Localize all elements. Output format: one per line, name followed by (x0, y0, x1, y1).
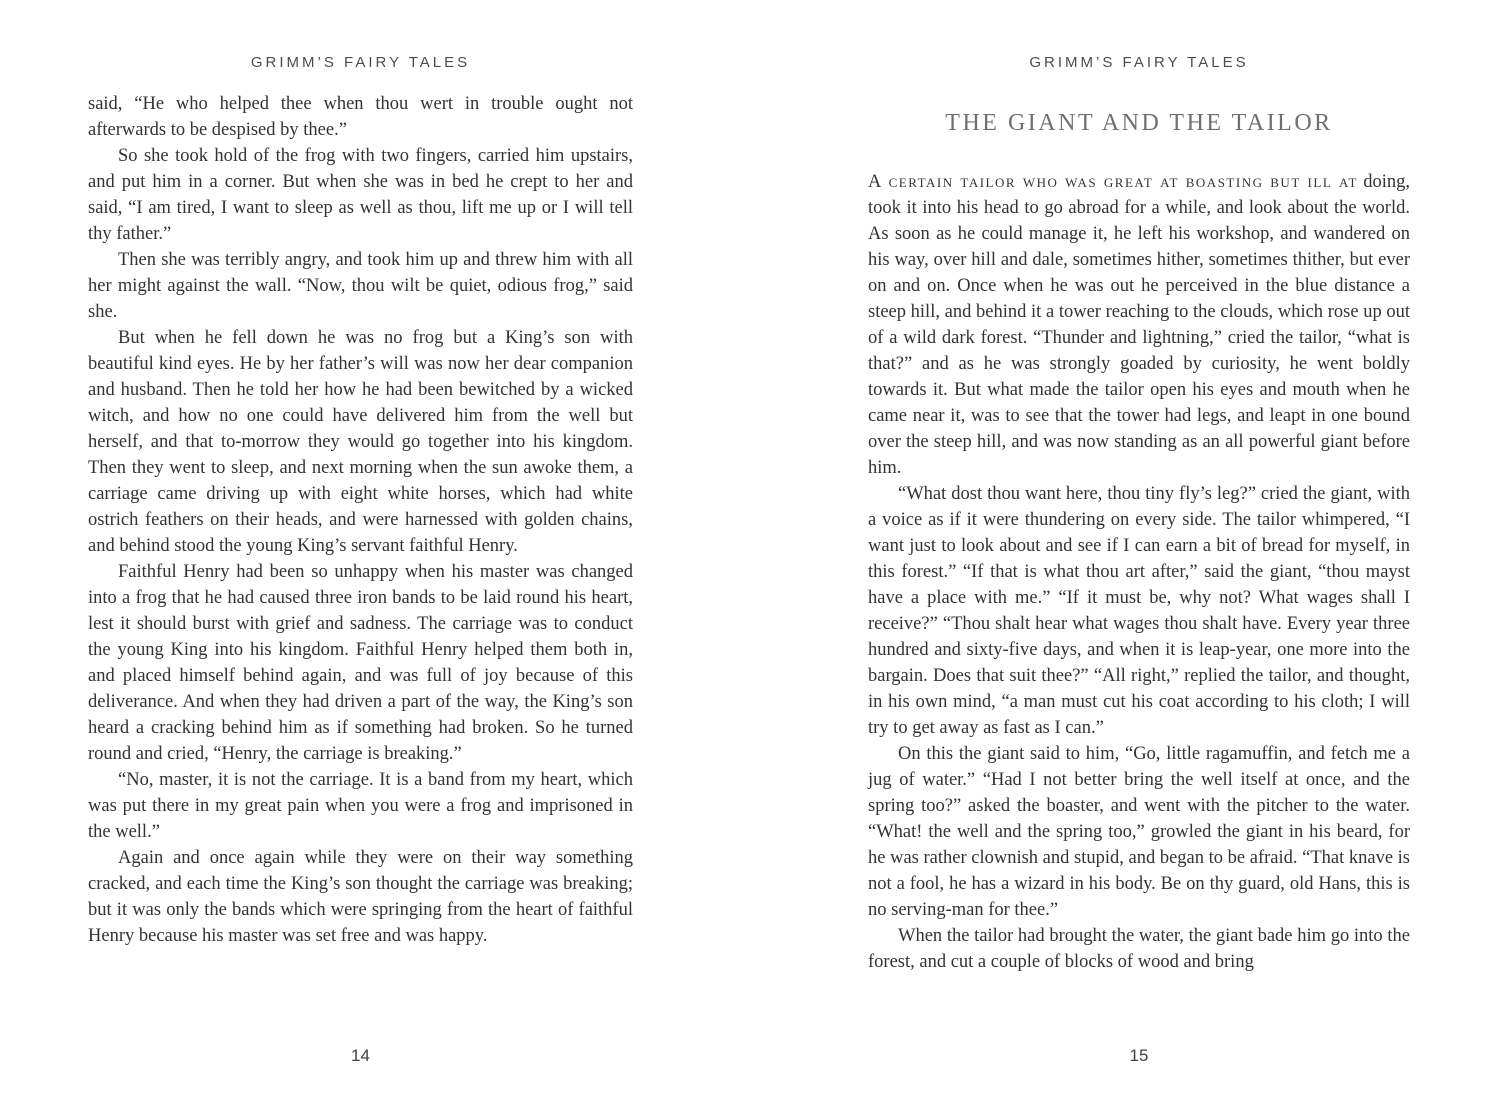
chapter-title: THE GIANT AND THE TAILOR (945, 110, 1333, 136)
running-header-right: GRIMM’S FAIRY TALES (1029, 54, 1249, 71)
paragraph: On this the giant said to him, “Go, little ragamuffin, and fetch me a jug of water.” “Had I not better bring the well itself at once, and the spring too?” asked the boaster, and went with the pitcher to the water. “What! the well and the spring too,” growled the giant in his beard, for he was rather clownish and stupid, and began to be afraid. “That knave is not a fool, he has a wizard in his body. Be on thy guard, old Hans, this is no serving-man for thee.” (868, 744, 1410, 920)
opening-paragraph-rest: doing, took it into his head to go abroad for a while, and look about the world. As soon as he could manage it, he left his workshop, and wandered on his way, over hill and dale, sometimes hither, sometimes thither, but ever on and on. Once when he was out he perceived in the blue distance a steep hill, and behind it a tower reaching to the clouds, which rose up out of a wild dark forest. “Thunder and lightning,” cried the tailor, “what is that?” and as he was strongly goaded by curiosity, he went boldly towards it. But what made the tailor open his eyes and mouth when he came near it, was to see that the tower had legs, and leapt in one bound over the steep hill, and was now standing as an all powerful giant before him. (868, 172, 1411, 478)
small-caps-lead-in: A certain tailor who was great at boasting but ill at (868, 172, 1358, 192)
paragraph-chapter-opening (868, 169, 1410, 481)
paragraph: When the tailor had brought the water, the giant bade him go into the forest, and cut a couple of blocks of wood and bring (868, 926, 1410, 972)
paragraph: Again and once again while they were on their way something cracked, and each time the King’s son thought the carriage was breaking; but it was only the bands which were springing from the heart of faithful Henry because his master was set free and was happy. (88, 848, 633, 946)
paragraph: “What dost thou want here, thou tiny fly’s leg?” cried the giant, with a voice as if it were thundering on every side. The tailor whimpered, “I want just to look about and see if I can earn a bit of bread for myself, in this forest.” “If that is what thou art after,” said the giant, “thou mayst have a place with me.” “If it must be, why not? What wages shall I receive?” “Thou shalt hear what wages thou shalt have. Every year three hundred and sixty-five days, and when it is leap-year, one more into the bargain. Does that suit thee?” “All right,” replied the tailor, and thought, in his own mind, “a man must cut his coat according to his cloth; I will try to get away as fast as I can.” (868, 484, 1410, 738)
page-left (88, 0, 633, 1105)
paragraph: “No, master, it is not the carriage. It is a band from my heart, which was put there in my great pain when you were a frog and imprisoned in the well.” (88, 770, 633, 842)
paragraph: But when he fell down he was no frog but a King’s son with beautiful kind eyes. He by her father’s will was now her dear companion and husband. Then he told her how he had been bewitched by a wicked witch, and how no one could have delivered him from the well but herself, and that to-morrow they would go together into his kingdom. Then they went to sleep, and next morning when the sun awoke them, a carriage came driving up with eight white horses, which had white ostrich feathers on their heads, and were harnessed with golden chains, and behind stood the young King’s servant faithful Henry. (88, 328, 633, 556)
page-number-right: 15 (1129, 1046, 1149, 1065)
paragraph: said, “He who helped thee when thou wert in trouble ought not afterwards to be despised by thee.” (88, 94, 633, 140)
paragraph: Faithful Henry had been so unhappy when his master was changed into a frog that he had caused three iron bands to be laid round his heart, lest it should burst with grief and sadness. The carriage was to conduct the young King into his kingdom. Faithful Henry helped them both in, and placed himself behind again, and was full of joy because of this deliverance. And when they had driven a part of the way, the King’s son heard a cracking behind him as if something had broken. So he turned round and cried, “Henry, the carriage is breaking.” (88, 562, 633, 764)
body-text-left (88, 91, 633, 949)
running-header-left: GRIMM’S FAIRY TALES (250, 54, 471, 71)
paragraph: Then she was terribly angry, and took him up and threw him with all her might against the wall. “Now, thou wilt be quiet, odious frog,” said she. (88, 250, 633, 322)
page-right (868, 0, 1410, 1105)
body-text-right (868, 169, 1410, 975)
paragraph: So she took hold of the frog with two fingers, carried him upstairs, and put him in a corner. But when she was in bed he crept to her and said, “I am tired, I want to sleep as well as thou, lift me up or I will tell thy father.” (88, 146, 633, 244)
page-number-left: 14 (351, 1046, 370, 1065)
